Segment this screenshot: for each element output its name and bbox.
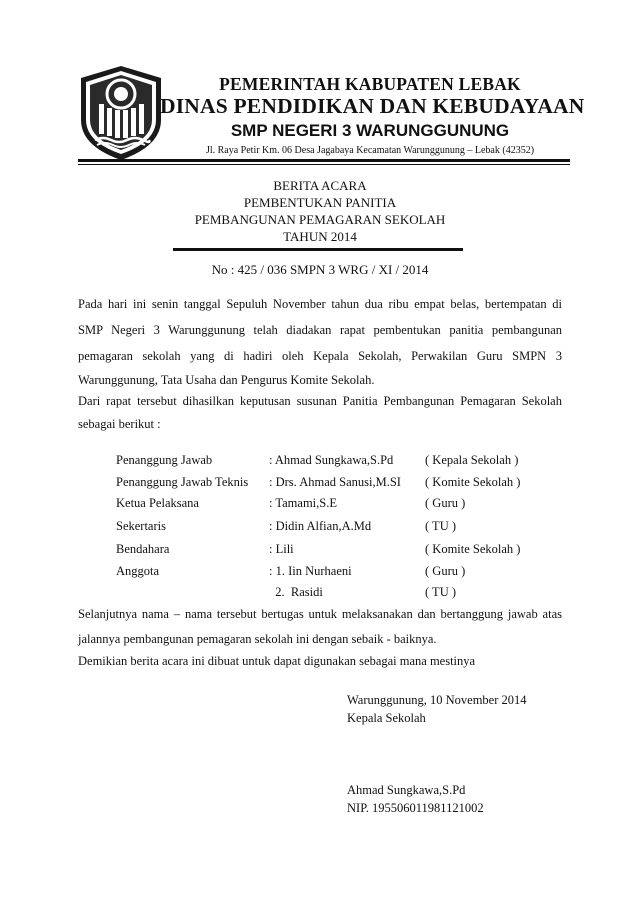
- closing-line: Demikian berita acara ini dibuat untuk dapat digunakan sebagai mana mestinya: [78, 654, 476, 668]
- committee-name: : Didin Alfian,A.Md: [269, 519, 372, 533]
- letterhead-divider-thick: [78, 159, 570, 162]
- letterhead-department: DINAS PENDIDIKAN DAN KEBUDAYAAN: [160, 94, 585, 118]
- document-title-line2: PEMBENTUKAN PANITIA: [243, 195, 397, 210]
- document-title-line1: BERITA ACARA: [273, 178, 367, 193]
- committee-name: : Lili: [269, 542, 294, 556]
- committee-name: : Tamami,S.E: [269, 496, 337, 510]
- committee-position: ( Komite Sekolah ): [425, 542, 521, 556]
- intro-line: Pada hari ini senin tanggal Sepuluh November tahun dua ribu empat belas, bertempatan di: [78, 297, 562, 311]
- committee-position: ( Kepala Sekolah ): [425, 453, 519, 467]
- committee-name: 2. Rasidi: [269, 585, 323, 599]
- document-number: No : 425 / 036 SMPN 3 WRG / XI / 2014: [211, 262, 429, 277]
- intro-line: Dari rapat tersebut dihasilkan keputusan susunan Panitia Pembangunan Pemagaran Sekolah: [78, 394, 562, 408]
- committee-position: ( Komite Sekolah ): [425, 475, 521, 489]
- signature-title: Kepala Sekolah: [347, 711, 426, 725]
- letterhead-divider-thin: [78, 164, 570, 165]
- committee-position: ( TU ): [425, 519, 457, 533]
- committee-name: : Ahmad Sungkawa,S.Pd: [269, 453, 394, 467]
- document-title-year: TAHUN 2014: [283, 229, 357, 244]
- signature-place-date: Warunggunung, 10 November 2014: [347, 693, 527, 707]
- signature-name: Ahmad Sungkawa,S.Pd: [347, 783, 466, 797]
- intro-line: sebagai berikut :: [78, 417, 161, 431]
- title-divider: [173, 248, 463, 251]
- committee-role: Anggota: [116, 564, 160, 578]
- committee-position: ( Guru ): [425, 496, 466, 510]
- closing-line: jalannya pembangunan pemagaran sekolah ini dengan sebaik - baiknya.: [78, 632, 437, 646]
- committee-role: Penanggung Jawab: [116, 453, 213, 467]
- committee-name: : Drs. Ahmad Sanusi,M.SI: [269, 475, 401, 489]
- intro-line: pemagaran sekolah yang di hadiri oleh Kepala Sekolah, Perwakilan Guru SMPN 3: [78, 349, 562, 363]
- letterhead-government: PEMERINTAH KABUPATEN LEBAK: [219, 74, 521, 94]
- committee-role: Bendahara: [116, 542, 170, 556]
- intro-line: Warunggunung, Tata Usaha dan Pengurus Komite Sekolah.: [78, 373, 375, 387]
- document-title-line3: PEMBANGUNAN PEMAGARAN SEKOLAH: [194, 212, 446, 227]
- signature-nip: NIP. 195506011981121002: [347, 801, 484, 815]
- letterhead-address: Jl. Raya Petir Km. 06 Desa Jagabaya Kecamatan Warunggunung – Lebak (42352): [205, 145, 535, 156]
- committee-role: Penanggung Jawab Teknis: [116, 475, 249, 489]
- kabupaten-lebak-emblem-icon: [77, 64, 165, 162]
- committee-role: Ketua Pelaksana: [116, 496, 199, 510]
- committee-position: ( TU ): [425, 585, 457, 599]
- committee-role: Sekertaris: [116, 519, 166, 533]
- committee-position: ( Guru ): [425, 564, 466, 578]
- committee-name: : 1. Iin Nurhaeni: [269, 564, 352, 578]
- intro-line: SMP Negeri 3 Warunggunung telah diadakan rapat pembentukan panitia pembangunan: [78, 323, 562, 337]
- closing-line: Selanjutnya nama – nama tersebut bertugas untuk melaksanakan dan bertanggung jawab atas: [78, 607, 562, 621]
- letterhead-school: SMP NEGERI 3 WARUNGGUNUNG: [230, 121, 510, 140]
